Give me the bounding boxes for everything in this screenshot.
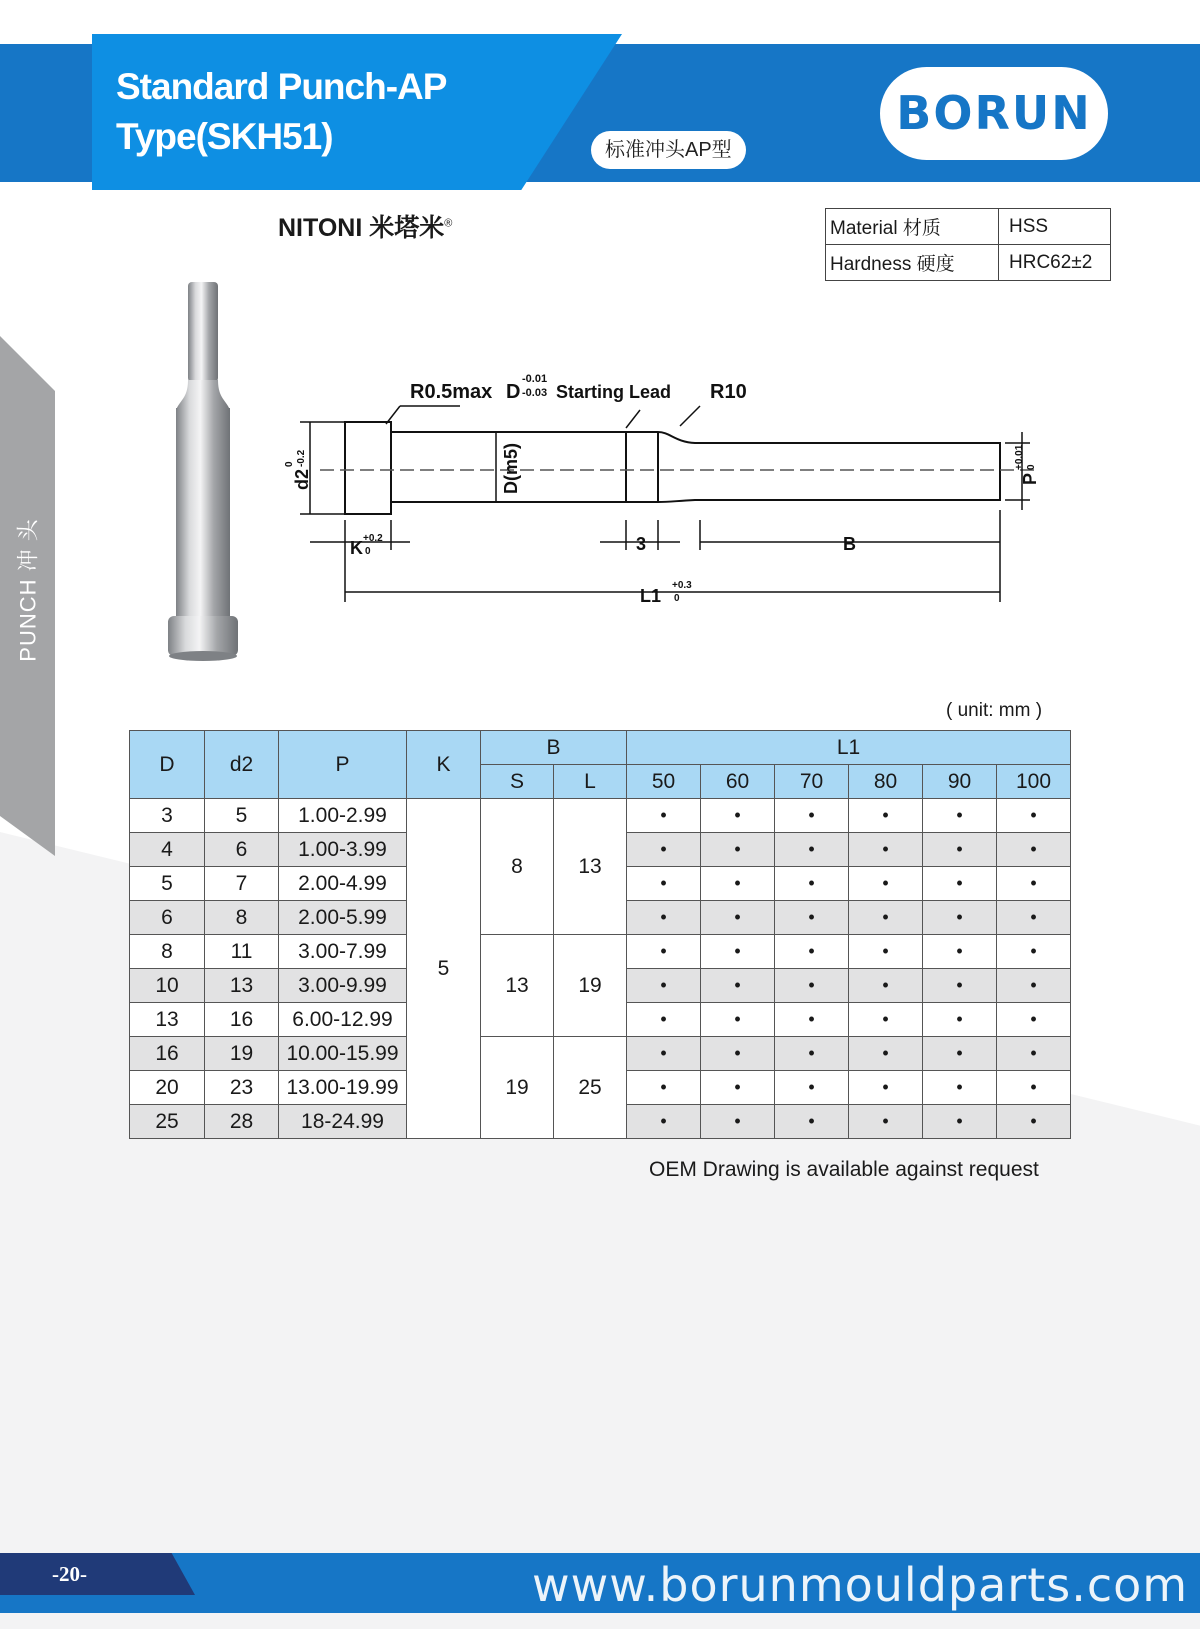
cell-p: 18-24.99 (279, 1105, 407, 1139)
punch-photo (160, 280, 260, 665)
availability-dot: • (923, 935, 997, 969)
availability-dot: • (849, 799, 923, 833)
cell-d: 4 (130, 833, 205, 867)
availability-dot: • (701, 799, 775, 833)
borun-logo (880, 67, 1108, 160)
spec-table (825, 208, 1111, 281)
cell-k: 5 (407, 799, 481, 1139)
availability-dot: • (923, 833, 997, 867)
spec-row-material (826, 209, 1111, 245)
availability-dot: • (775, 833, 849, 867)
cell-d: 16 (130, 1037, 205, 1071)
cell-b-l: 13 (554, 799, 627, 935)
col-header-b: B (481, 731, 627, 765)
cell-d2: 13 (205, 969, 279, 1003)
cell-p: 3.00-7.99 (279, 935, 407, 969)
chinese-title-badge: 标准冲头AP型 (591, 131, 746, 169)
label-d-tol-upper: -0.01 (522, 373, 548, 385)
page-tab (0, 1553, 195, 1595)
col-header-l1-60: 60 (701, 765, 775, 799)
availability-dot: • (923, 799, 997, 833)
logo-text: BORUN (896, 86, 1092, 140)
availability-dot: • (775, 1071, 849, 1105)
availability-dot: • (997, 1037, 1071, 1071)
availability-dot: • (997, 833, 1071, 867)
cell-p: 1.00-3.99 (279, 833, 407, 867)
label-p-tol-upper: +0.01 (1014, 444, 1025, 470)
availability-dot: • (701, 1037, 775, 1071)
page-number: -20- (52, 1562, 87, 1586)
photo-base (169, 651, 237, 661)
availability-dot: • (775, 969, 849, 1003)
availability-dot: • (627, 935, 701, 969)
cell-d: 25 (130, 1105, 205, 1139)
spec-key: Hardness 硬度 (826, 245, 999, 281)
title-line-2: Type(SKH51) (116, 116, 333, 157)
availability-dot: • (923, 1037, 997, 1071)
availability-dot: • (627, 1071, 701, 1105)
availability-dot: • (849, 1037, 923, 1071)
cell-d2: 8 (205, 901, 279, 935)
cell-b-l: 25 (554, 1037, 627, 1139)
spec-row-hardness (826, 245, 1111, 281)
photo-taper (176, 380, 230, 410)
cell-p: 6.00-12.99 (279, 1003, 407, 1037)
availability-dot: • (923, 867, 997, 901)
col-header-l1-100: 100 (997, 765, 1071, 799)
availability-dot: • (775, 1037, 849, 1071)
spec-key: Material 材质 (826, 209, 999, 245)
photo-shank (176, 408, 230, 620)
cell-d: 3 (130, 799, 205, 833)
cell-d: 10 (130, 969, 205, 1003)
label-k-tol-upper: +0.2 (363, 533, 383, 544)
col-header-l1-70: 70 (775, 765, 849, 799)
page-title (116, 62, 446, 162)
drawing-head (345, 422, 391, 514)
availability-dot: • (849, 1003, 923, 1037)
availability-dot: • (849, 901, 923, 935)
availability-dot: • (627, 969, 701, 1003)
col-header-k: K (407, 731, 481, 799)
website-url: www.borunmouldparts.com (532, 1558, 1189, 1612)
cell-d2: 11 (205, 935, 279, 969)
label-d2-tol-lower: -0.2 (296, 449, 307, 467)
availability-dot: • (849, 969, 923, 1003)
availability-dot: • (775, 901, 849, 935)
availability-dot: • (627, 833, 701, 867)
cell-d: 8 (130, 935, 205, 969)
col-header-l: L (554, 765, 627, 799)
label-p: P (1020, 472, 1040, 485)
drawing-tip (626, 432, 1000, 502)
availability-dot: • (997, 1003, 1071, 1037)
table-header-row (130, 731, 1071, 765)
availability-dot: • (849, 1071, 923, 1105)
table-row (130, 935, 1071, 969)
label-starting-lead: Starting Lead (556, 382, 672, 402)
availability-dot: • (775, 867, 849, 901)
punch-drawing (280, 370, 1080, 640)
availability-dot: • (923, 1003, 997, 1037)
availability-dot: • (997, 867, 1071, 901)
cell-d2: 19 (205, 1037, 279, 1071)
availability-dot: • (997, 935, 1071, 969)
availability-dot: • (923, 901, 997, 935)
availability-dot: • (627, 1003, 701, 1037)
availability-dot: • (775, 1003, 849, 1037)
nitoni-brand (278, 208, 452, 244)
availability-dot: • (627, 1105, 701, 1139)
cell-d2: 23 (205, 1071, 279, 1105)
availability-dot: • (997, 1071, 1071, 1105)
cell-p: 13.00-19.99 (279, 1071, 407, 1105)
availability-dot: • (775, 1105, 849, 1139)
label-d2-tol-upper: 0 (284, 461, 295, 467)
cell-d: 5 (130, 867, 205, 901)
cell-p: 2.00-4.99 (279, 867, 407, 901)
cell-d2: 7 (205, 867, 279, 901)
col-header-l1-90: 90 (923, 765, 997, 799)
label-d2: d2 (292, 468, 312, 490)
registered-mark: ® (444, 217, 453, 230)
availability-dot: • (627, 799, 701, 833)
col-header-s: S (481, 765, 554, 799)
availability-dot: • (849, 833, 923, 867)
availability-dot: • (701, 867, 775, 901)
spec-value: HSS (999, 209, 1111, 245)
brand-name: NITONI 米塔米 (278, 214, 445, 242)
availability-dot: • (997, 901, 1071, 935)
availability-dot: • (701, 1105, 775, 1139)
availability-dot: • (775, 935, 849, 969)
availability-dot: • (627, 867, 701, 901)
availability-dot: • (701, 833, 775, 867)
availability-dot: • (849, 867, 923, 901)
oem-note: OEM Drawing is available against request (649, 1158, 1039, 1181)
photo-head (168, 616, 238, 656)
label-p-tol-lower: 0 (1026, 464, 1037, 470)
col-header-l1: L1 (627, 731, 1071, 765)
label-r05max: R0.5max (410, 381, 493, 403)
cell-d2: 6 (205, 833, 279, 867)
availability-dot: • (775, 799, 849, 833)
availability-dot: • (701, 1071, 775, 1105)
table-row (130, 1037, 1071, 1071)
cell-d: 6 (130, 901, 205, 935)
col-header-d2: d2 (205, 731, 279, 799)
cell-p: 10.00-15.99 (279, 1037, 407, 1071)
photo-tip (188, 282, 218, 382)
cell-b-s: 19 (481, 1037, 554, 1139)
cell-p: 2.00-5.99 (279, 901, 407, 935)
cell-d2: 5 (205, 799, 279, 833)
cell-d2: 28 (205, 1105, 279, 1139)
col-header-l1-50: 50 (627, 765, 701, 799)
availability-dot: • (997, 1105, 1071, 1139)
availability-dot: • (849, 1105, 923, 1139)
label-k-tol-lower: 0 (365, 546, 371, 557)
label-d: D (506, 381, 521, 403)
title-line-1: Standard Punch-AP (116, 66, 447, 107)
cell-b-s: 8 (481, 799, 554, 935)
label-d-tol-lower: -0.03 (522, 387, 548, 399)
availability-dot: • (849, 935, 923, 969)
availability-dot: • (701, 901, 775, 935)
availability-dot: • (627, 901, 701, 935)
cell-p: 1.00-2.99 (279, 799, 407, 833)
label-k: K (350, 538, 363, 558)
unit-note: ( unit: mm ) (946, 700, 1043, 721)
cell-d2: 16 (205, 1003, 279, 1037)
spec-value: HRC62±2 (999, 245, 1111, 281)
availability-dot: • (701, 935, 775, 969)
label-r10: R10 (710, 381, 747, 403)
availability-dot: • (997, 799, 1071, 833)
side-tab-label: PUNCH 冲 头 (15, 518, 41, 662)
label-l1-tol-lower: 0 (674, 593, 680, 604)
cell-b-l: 19 (554, 935, 627, 1037)
table-body (130, 799, 1071, 1139)
availability-dot: • (997, 969, 1071, 1003)
label-3: 3 (636, 534, 647, 554)
col-header-p: P (279, 731, 407, 799)
label-dm5: D(m5) (501, 442, 521, 494)
table-row (130, 799, 1071, 833)
label-l1: L1 (640, 586, 662, 606)
cell-b-s: 13 (481, 935, 554, 1037)
availability-dot: • (923, 1071, 997, 1105)
dimension-table (129, 730, 1071, 1139)
col-header-d: D (130, 731, 205, 799)
cell-p: 3.00-9.99 (279, 969, 407, 1003)
availability-dot: • (701, 969, 775, 1003)
availability-dot: • (627, 1037, 701, 1071)
availability-dot: • (923, 1105, 997, 1139)
label-l1-tol-upper: +0.3 (672, 580, 692, 591)
cell-d: 20 (130, 1071, 205, 1105)
cell-d: 13 (130, 1003, 205, 1037)
availability-dot: • (923, 969, 997, 1003)
col-header-l1-80: 80 (849, 765, 923, 799)
label-b: B (843, 534, 856, 554)
availability-dot: • (701, 1003, 775, 1037)
